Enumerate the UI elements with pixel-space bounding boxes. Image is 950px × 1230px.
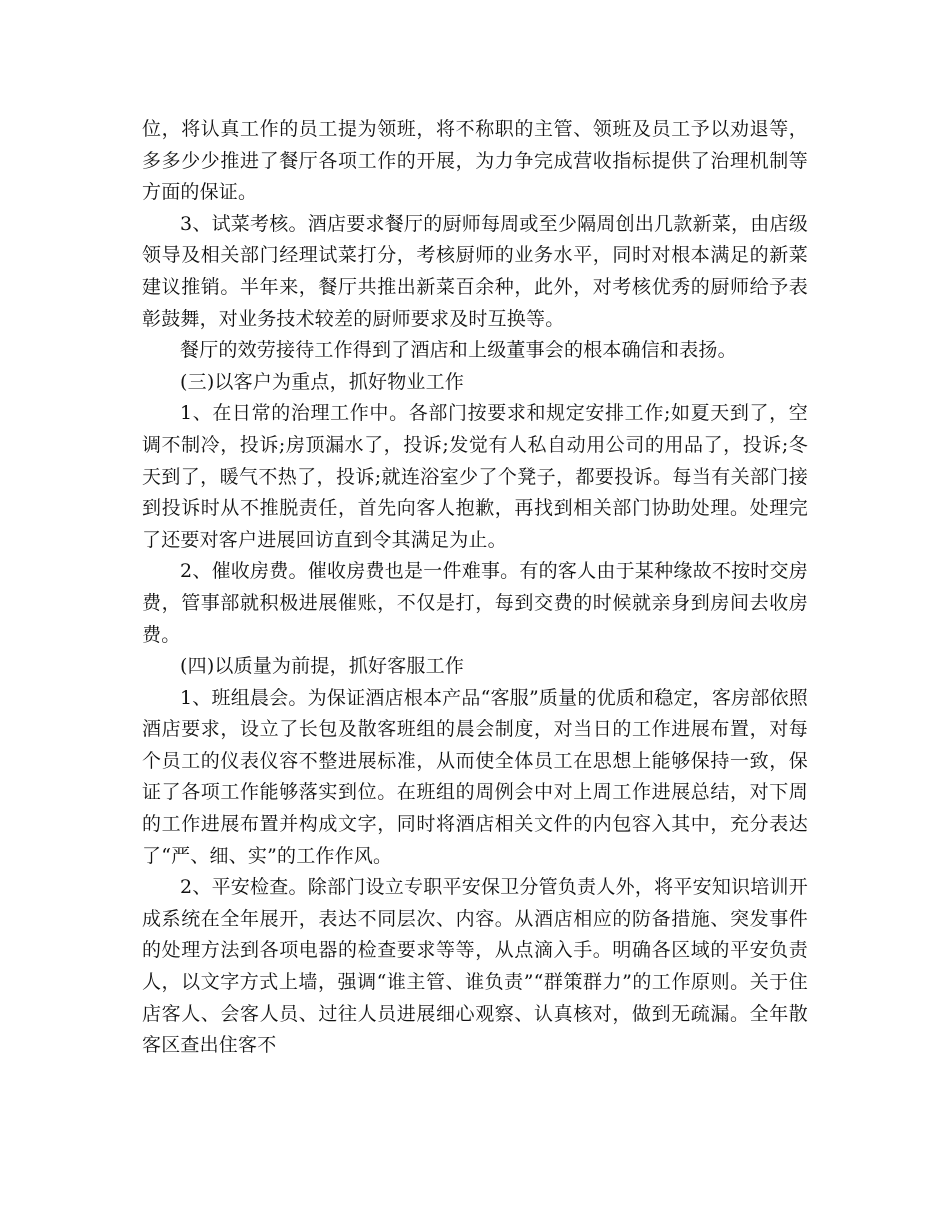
paragraph: 2、催收房费。催收房费也是一件难事。有的客人由于某种缘故不按时交房费，管事部就积极进展催账，不仅是打，每到交费的时候就亲身到房间去收房费。 [142, 560, 808, 646]
paragraph: 1、在日常的治理工作中。各部门按要求和规定安排工作;如夏天到了，空调不制冷，投诉;房顶漏水了，投诉;发觉有人私自动用公司的用品了，投诉;冬天到了，暖气不热了，投诉;就连浴室少了个凳子，都要投诉。每当有关部门接到投诉时从不推脱责任，首先向客人抱歉，再找到相关部门协助处理。处理完了还要对客户进展回访直到令其满足为止。 [142, 402, 808, 551]
paragraph: 1、班组晨会。为保证酒店根本产品“客服”质量的优质和稳定，客房部依照酒店要求，设立了长包及散客班组的晨会制度，对当日的工作进展布置，对每个员工的仪表仪容不整进展标准，从而使全体员工在思想上能够保持一致，保证了各项工作能够落实到位。在班组的周例会中对上周工作进展总结，对下周的工作进展布置并构成文字，同时将酒店相关文件的内包容入其中，充分表达了“严、细、实”的工作作风。 [142, 686, 808, 867]
paragraph: 2、平安检查。除部门设立专职平安保卫分管负责人外，将平安知识培训开成系统在全年展开，表达不同层次、内容。从酒店相应的防备措施、突发事件的处理方法到各项电器的检查要求等等，从点滴入手。明确各区域的平安负责人，以文字方式上墙，强调“谁主管、谁负责”“群策群力”的工作原则。关于住店客人、会客人员、过往人员进展细心观察、认真核对，做到无疏漏。全年散客区查出住客不 [142, 876, 808, 1057]
document-body [142, 114, 808, 1062]
paragraph: 位，将认真工作的员工提为领班，将不称职的主管、领班及员工予以劝退等，多多少少推进了餐厅各项工作的开展，为力争完成营收指标提供了治理机制等方面的保证。 [142, 118, 808, 204]
paragraph: 餐厅的效劳接待工作得到了酒店和上级董事会的根本确信和表扬。 [180, 339, 737, 362]
section-heading: (三)以客户为重点，抓好物业工作 [180, 370, 465, 393]
section-heading: (四)以质量为前提，抓好客服工作 [180, 655, 465, 678]
paragraph: 3、试菜考核。酒店要求餐厅的厨师每周或至少隔周创出几款新菜，由店级领导及相关部门经理试菜打分，考核厨师的业务水平，同时对根本满足的新菜建议推销。半年来，餐厅共推出新菜百余种，此外，对考核优秀的厨师给予表彰鼓舞，对业务技术较差的厨师要求及时互换等。 [142, 212, 808, 330]
